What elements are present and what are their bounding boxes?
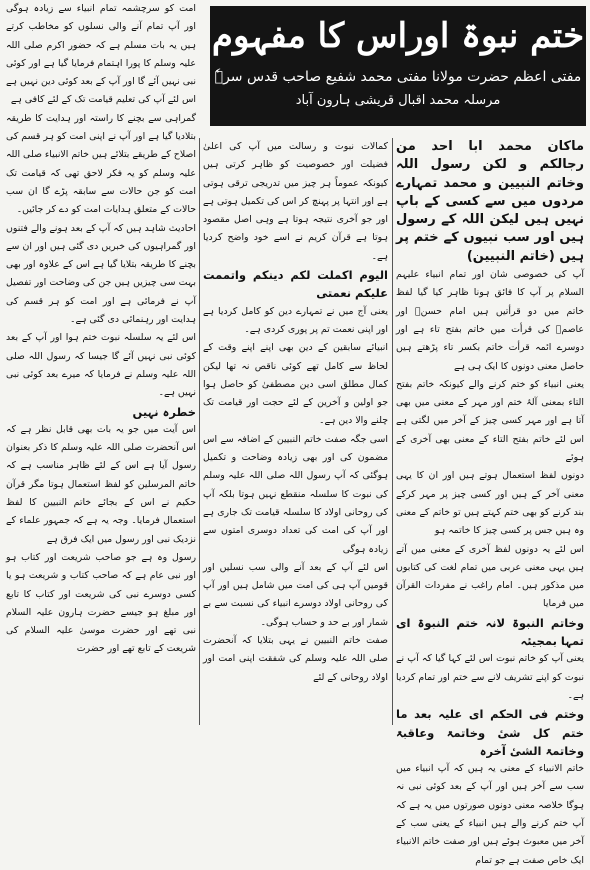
right-column [396,138,584,866]
paragraph: رسول وہ ہے جو صاحب شریعت اور کتاب ہو اور نبی عام ہے کہ صاحب کتاب و شریعت ہو یا کسی دوسرے نبی کی شریعت اور کتاب کا تابع اور مبلغ ہو جیسے حضرت ہارون علیہ السلام نبی تھے اور حضرت موسیٰ علیہ السلام کی شریعت کے تابع تھے اور حضرت [6,551,196,655]
paragraph: اس آیت میں جو یہ بات بھی قابل نظر ہے کہ اس آنحضرت صلی اللہ علیہ وسلم کا ذکر بعنوان رسول آیا ہے اس کے لئے ظاہر مناسب ہے کہ خاتم المرسلین کو لفظ استعمال ہوتا مگر قرآن حکیم نے اس کے بجائے خاتم النبیین کا لفظ استعمال فرمایا۔ وجہ یہ ہے کہ جمہور علماء کے نزدیک نبی اور رسول میں ایک فرق ہے [6,423,196,545]
paragraph: احادیث شاہد ہیں کہ آپ کے بعد ہونے والے فتنوں اور گمراہیوں کی خبریں دی گئی ہیں اور ان سے بچنے کا طریقہ بتلایا گیا ہے اس کے علاوہ اور بھی بہت سی چیزیں ہیں جن کی وضاحت اور تفصیل آپ نے فرمائی ہے اور امت کو ہر قسم کی ہدایت اور رہنمائی دی گئی ہے۔ [6,222,196,326]
paragraph: اس لئے یہ دونوں لفظ آخری کے معنی میں آتے ہیں یہی معنی عربی میں تمام لغت کی کتابوں میں مذکور ہیں۔ امام راغب نے مفردات القرآن میں فرمایا [396,543,584,610]
highlight-quote: وختم فی الحکم ای علیہ بعد ما ختم کل شیٔ وخاتمۃ وعاقبۃ وخاتمۃ الشیٔ آخرہ [396,707,584,758]
middle-column [203,138,388,729]
paragraph: آپ کی خصوصی شان اور تمام انبیاء علیہم السلام پر آپ کا فائق ہونا ظاہر کیا گیا لفظ خاتم میں دو قرأتیں ہیں امام حسنؒ اور عاصمؒ کی قرأت میں خاتم بفتح تاء ہے اور دوسرے ائمہ قرأت خاتم بکسر تاء پڑھتے ہیں حاصل معنی دونوں کا ایک ہی ہے [396,269,584,372]
paragraph: اس لئے آپ کے بعد آنے والی سب نسلیں اور قومیں آپ ہی کی امت میں شامل ہیں اور آپ کی روحانی اولاد دوسرے انبیاء کی نسبت سے بے شمار اور بے حد و حساب ہوگی۔ [203,561,388,628]
article-compiler: مرسلہ محمد اقبال قریشی ہارون آباد [295,93,501,108]
article-title: ختم نبوۃ اوراس کا مفہوم [211,16,585,56]
paragraph: دونوں لفظ استعمال ہوتے ہیں اور ان کا یہی معنی آخر کے ہیں اور کسی چیز پر مہر کرکے بند کرنے کو بھی ختم کہتے ہیں تو خاتم کے معنی وہ ہیں جس پر کسی چیز کا خاتمہ ہو [396,470,584,537]
paragraph: یعنی انبیاء کو ختم کرنے والے کیونکہ خاتم بفتح التاء بمعنی آلۂ ختم اور مہر کے معنی میں بھی آتا ہے اور مہر کسی چیز کے آخر میں لگتی ہے اس لئے خاتم بفتح التاء کے معنی بھی آخری کے ہوئے [396,378,584,464]
paragraph: امت کو سرچشمہ تمام انبیاء سے زیادہ ہوگی اور آپ تمام آنے والی نسلوں کو مخاطب کرتے ہیں یہ بات مسلم ہے کہ حضور اکرم صلی اللہ علیہ وسلم کا پورا اہتمام فرمایا گیا ہے اور کوئی نبی نہیں آئے گا اور آپ کے بعد کوئی دین نہیں ہے اس لئے آپ کی تعلیم قیامت تک کے لئے کافی ہے [6,3,196,106]
paragraph: ماکان محمد ابا احد من رجالکم و لکن رسول اللہ وخاتم النبیین و محمد تمہارے مردوں میں سے کسی کے باپ نہیں ہیں لیکن اللہ کے رسول ہیں اور سب نبیوں کے ختم پر ہیں (خاتم النبیین) [396,139,584,264]
highlight-quote: خطرہ نہیں [132,404,196,419]
left-column [6,0,196,729]
article-author: مفتی اعظم حضرت مولانا مفتی محمد شفیع صاحب قدس سرہٗ [214,69,582,85]
paragraph: صفت خاتم النبیین نے یہی بتلایا کہ آنحضرت صلی اللہ علیہ وسلم کی شفقت اپنی امت اور اولاد روحانی کے لئے [203,635,388,683]
paragraph: خاتم الانبیاء کے معنی یہ ہیں کہ آپ انبیاء میں سب سے آخر ہیں اور آپ کے بعد کوئی نبی نہ ہوگا خلاصہ معنی دونوں صورتوں میں یہ ہے کہ آپ ختم کرنے والے ہیں انبیاء کے یعنی سب کے آخر میں معبوث ہوئے ہیں اور صفت خاتم الانبیاء ایک خاص صفت ہے جو تمام [396,763,584,866]
paragraph: کمالات نبوت و رسالت میں آپ کی اعلیٰ فضیلت اور خصوصیت کو ظاہر کرتی ہیں کیونکہ عموماً ہر چیز میں تدریجی ترقی ہوتی ہے اور انتہا پر پہنچ کر اس کی تکمیل ہوتی ہے اور جو آخری نتیجہ ہوتا ہے وہی اصل مقصود ہوتا ہے قرآن کریم نے اسے خود واضح کردیا ہے۔ [203,141,388,262]
paragraph: گمراہی سے بچنے کا راستہ اور ہدایت کا طریقہ بتلادیا گیا ہے اور آپ نے اپنی امت کو ہر قسم کی اصلاح کے طریقے بتلائے ہیں خاتم الانبیاء صلی اللہ علیہ وسلم کو یہ فکر لاحق تھی کہ قیامت تک امت کو جن حالات سے سابقہ پڑے گا ان سب حالات کے متعلق ہدایات امت کو دے کر جائیں۔ [6,112,196,216]
highlight-quote: الیوم اکملت لکم دینکم واتممت علیکم نعمتی [203,268,388,301]
article-banner [210,6,586,126]
paragraph: انبیائے سابقین کے دین بھی اپنے اپنے وقت کے لحاظ سے کامل تھے کوئی ناقص نہ تھا لیکن کمال مطلق اسی دین مصطفیٰ کو حاصل ہوا جو اولین و آخرین کے لئے حجت اور قیامت تک چلنے والا دین ہے۔ [203,342,388,427]
column-rule [392,138,393,725]
paragraph: اس لئے یہ سلسلہ نبوت ختم ہوا اور آپ کے بعد کوئی نبی نہیں آئے گا جیسا کہ رسول اللہ صلی اللہ علیہ وسلم نے فرمایا کہ میرے بعد کوئی نبی نہیں ہے۔ [6,332,196,399]
paragraph: یعنی آپ کو خاتم نبوت اس لئے کہا گیا کہ آپ نے نبوت کو اپنے تشریف لانے سے ختم اور تمام کردیا ہے۔ [396,653,584,701]
column-rule [199,138,200,725]
paragraph: اسی جگہ صفت خاتم النبیین کے اضافہ سے اس مضمون کی اور بھی زیادہ وضاحت و تکمیل ہوگئی کہ آپ رسول اللہ صلی اللہ علیہ وسلم کی نبوت کا سلسلہ منقطع نہیں ہوتا بلکہ آپ کی روحانی اولاد کا سلسلہ قیامت تک جاری ہے اور آپ کی امت کی تعداد دوسری امتوں سے زیادہ ہوگی [203,433,388,555]
paragraph: یعنی آج میں نے تمہارے دین کو کامل کردیا ہے اور اپنی نعمت تم پر پوری کردی ہے۔ [203,305,388,335]
highlight-quote: وخاتم النبوۃ لانہ ختم النبوۃ ای تمہا بمجیئہ [396,615,584,649]
